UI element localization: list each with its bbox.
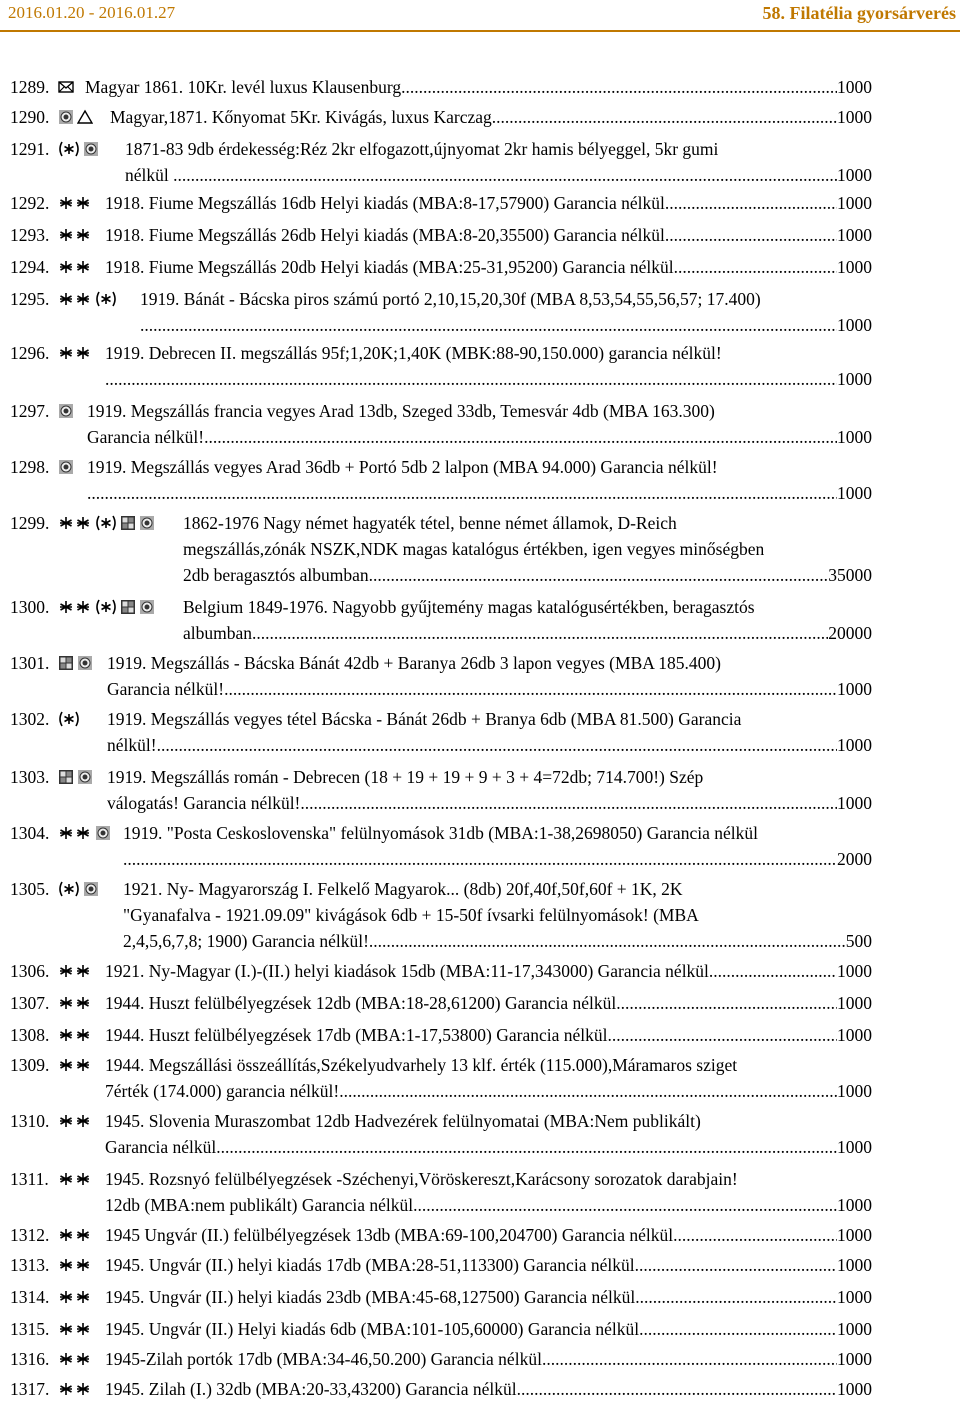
description-last-line [87,424,872,450]
description-last-line [140,312,872,338]
description-last-line [85,74,872,100]
description-line: 1862-1976 Nagy német hagyaték tétel, benne német államok, D-Reich [183,513,677,533]
lot-number: 1309. [10,1055,50,1075]
description-line: 2,4,5,6,7,8; 1900) Garancia nélkül! [123,931,369,951]
description-line: Garancia nélkül [105,1137,217,1157]
condition-icons [58,140,99,158]
mint-never-hinged-icon [58,259,92,275]
condition-icons [58,768,93,786]
description-line: 1921. Ny- Magyarország I. Felkelő Magyarok... (8db) 20f,40f,50f,60f + 1K, 2K [123,879,683,899]
starting-price: 1000 [837,1081,872,1101]
description-line: nélkül . [125,165,178,185]
description-line: 1919. Megszállás francia vegyes Arad 13db, Szeged 33db, Temesvár 4db (MBA 163.300) [87,401,715,421]
description-last-line [105,1022,872,1048]
starting-price: 1000 [837,483,872,503]
lot-number: 1292. [10,193,50,213]
hinged-stamp-icon [95,515,117,531]
mint-never-hinged-icon [58,1027,92,1043]
dot-leader [136,366,837,392]
condition-icons [58,1380,92,1398]
lot-description [105,340,872,392]
page-header [0,0,960,28]
dot-leader [157,732,837,758]
lot-number: 1308. [10,1025,50,1045]
description-line: 1919. Megszállás román - Debrecen (18 + 19 + 19 + 9 + 3 + 4=72db; 714.700!) Szép [107,767,704,787]
mint-never-hinged-icon [58,291,92,307]
lot-description [105,190,872,216]
description-line: 1945. Ungvár (II.) Helyi kiadás 6db (MBA:101-105,60000) Garancia nélkül [105,1319,640,1339]
dot-leader [635,1252,837,1278]
description-last-line [105,958,872,984]
description-line: 1919. Bánát - Bácska piros számú portó 2,10,15,20,30f (MBA 8,53,54,55,56,57; 17.400) [140,289,761,309]
condition-icons [58,1320,92,1338]
used-stamp-icon [77,655,93,671]
description-line: ....... [87,483,118,503]
starting-price: 1000 [837,1349,872,1369]
used-stamp-icon [58,403,74,419]
date-range: 2016.01.20 - 2016.01.27 [8,3,176,22]
lot-description [123,820,872,872]
dot-leader [252,620,828,646]
description-last-line [123,846,872,872]
mint-never-hinged-icon [58,599,92,615]
description-line: 1921. Ny-Magyar (I.)-(II.) helyi kiadások 15db (MBA:11-17,343000) Garancia nélkül [105,961,709,981]
used-stamp-icon [83,881,99,897]
hinged-stamp-icon [95,599,117,615]
description-line: 7érték (174.000) garancia nélkül! [105,1081,340,1101]
dot-leader [300,790,837,816]
mint-never-hinged-icon [58,1257,92,1273]
starting-price: 1000 [837,1137,872,1157]
description-line: 1945. Slovenia Muraszombat 12db Hadvezérek felülnyomatai (MBA:Nem publikált) [105,1111,701,1131]
cut-triangle-icon [77,109,93,125]
starting-price: 1000 [837,77,872,97]
starting-price: 1000 [837,107,872,127]
used-stamp-icon [58,109,74,125]
used-stamp-icon [83,141,99,157]
mint-never-hinged-icon [58,825,92,841]
lot-description [105,222,872,248]
mint-never-hinged-icon [58,1227,92,1243]
lot-number: 1297. [10,401,50,421]
condition-icons [58,1350,92,1368]
starting-price: 1000 [837,427,872,447]
condition-icons [58,1256,92,1274]
lot-description [183,594,872,646]
dot-leader [369,562,829,588]
dot-leader [635,1284,837,1310]
description-line: 12db (MBA:nem publikált) Garancia nélkül [105,1195,414,1215]
lot-description [105,1316,872,1342]
description-line: 1944. Huszt felülbélyegzések 17db (MBA:1-17,53800) Garancia nélkül [105,1025,608,1045]
lot-description [85,74,872,100]
description-last-line [105,366,872,392]
description-line: 1919. "Posta Ceskoslovenska" felülnyomások 31db (MBA:1-38,2698050) Garancia nélkül [123,823,758,843]
description-last-line [87,480,872,506]
lot-number: 1314. [10,1287,50,1307]
lot-description [105,1108,872,1160]
condition-icons [58,344,92,362]
starting-price: 1000 [837,257,872,277]
description-last-line [107,732,872,758]
starting-price: 1000 [837,1195,872,1215]
hinged-stamp-icon [58,141,80,157]
dot-leader [616,990,837,1016]
lot-description [107,764,872,816]
starting-price: 1000 [837,993,872,1013]
block-icon [120,515,136,531]
mint-never-hinged-icon [58,515,92,531]
dot-leader [369,928,846,954]
condition-icons [58,514,155,532]
dot-leader [413,1192,837,1218]
mint-never-hinged-icon [58,1351,92,1367]
condition-icons [58,710,80,728]
description-line: 1918. Fiume Megszállás 16db Helyi kiadás (MBA:8-17,57900) Garancia nélkül [105,193,665,213]
lot-description [87,398,872,450]
lot-number: 1301. [10,653,50,673]
block-icon [58,769,74,785]
block-icon [120,599,136,615]
dot-leader [216,1134,837,1160]
dot-leader [204,424,837,450]
description-line: 2db beragasztós albumban [183,565,369,585]
starting-price: 1000 [837,1255,872,1275]
condition-icons [58,962,92,980]
lot-description [105,1052,872,1104]
lot-description [107,706,872,758]
starting-price: 1000 [837,165,872,185]
description-line: 1945. Zilah (I.) 32db (MBA:20-33,43200) Garancia nélkül [105,1379,517,1399]
description-last-line [125,162,872,188]
starting-price: 1000 [837,961,872,981]
mint-never-hinged-icon [58,1113,92,1129]
lot-description [183,510,872,588]
description-line: Belgium 1849-1976. Nagyobb gyűjtemény magas katalógusértékben, beragasztós [183,597,755,617]
starting-price: 1000 [837,1225,872,1245]
description-line: 1919. Megszállás vegyes tétel Bácska - Bánát 26db + Branya 6db (MBA 81.500) Garancia [107,709,742,729]
hinged-stamp-icon [58,881,80,897]
lot-description [87,454,872,506]
condition-icons [58,654,93,672]
starting-price: 1000 [837,679,872,699]
description-last-line [123,928,872,954]
description-line: Garancia nélkül! [87,427,205,447]
lot-number: 1307. [10,993,50,1013]
lot-description [107,650,872,702]
starting-price: 1000 [837,193,872,213]
description-last-line [105,1252,872,1278]
lot-number: 1300. [10,597,50,617]
mint-never-hinged-icon [58,1289,92,1305]
lot-number: 1312. [10,1225,50,1245]
starting-price: 1000 [837,369,872,389]
lot-description [105,1022,872,1048]
description-line: nélkül! [107,735,157,755]
header-divider [0,30,960,32]
lot-number: 1316. [10,1349,50,1369]
lot-number: 1290. [10,107,50,127]
lot-description [140,286,872,338]
lot-description [105,990,872,1016]
condition-icons [58,1112,92,1130]
lot-number: 1298. [10,457,50,477]
lot-number: 1313. [10,1255,50,1275]
condition-icons [58,290,117,308]
lot-description [105,1166,872,1218]
description-line: 1919. Megszállás vegyes Arad 36db + Portó 5db 2 lalpon (MBA 94.000) Garancia nélkül! [87,457,718,477]
condition-icons [58,1170,92,1188]
description-line: válogatás! Garancia nélkül! [107,793,301,813]
description-last-line [107,790,872,816]
lot-number: 1294. [10,257,50,277]
starting-price: 1000 [837,315,872,335]
envelope-icon [58,79,74,95]
condition-icons [58,108,93,126]
lot-number: 1296. [10,343,50,363]
hinged-stamp-icon [95,291,117,307]
dot-leader [492,104,837,130]
description-last-line [105,254,872,280]
description-line: ....... [105,369,136,389]
lot-number: 1304. [10,823,50,843]
description-last-line [110,104,872,130]
description-line: 1945. Ungvár (II.) helyi kiadás 23db (MBA:45-68,127500) Garancia nélkül [105,1287,636,1307]
condition-icons [58,1056,92,1074]
starting-price: 20000 [828,623,872,643]
description-last-line [105,1222,872,1248]
condition-icons [58,1226,92,1244]
condition-icons [58,994,92,1012]
description-line: 1945. Rozsnyó felülbélyegzések -Széchenyi,Vöröskereszt,Karácsony sorozatok darabjain! [105,1169,738,1189]
lot-number: 1315. [10,1319,50,1339]
description-line: 1919. Megszállás - Bácska Bánát 42db + Baranya 26db 3 lapon vegyes (MBA 185.400) [107,653,721,673]
description-line: Garancia nélkül! [107,679,225,699]
mint-never-hinged-icon [58,195,92,211]
hinged-stamp-icon [58,711,80,727]
condition-icons [58,824,111,842]
condition-icons [58,598,155,616]
dot-leader [639,1316,837,1342]
description-line: "Gyanafalva - 1921.09.09" kivágások 6db + 15-50f ívsarki felülnyomások! (MBA [123,905,699,925]
lot-description [123,876,872,954]
description-line: 1945. Ungvár (II.) helyi kiadás 17db (MBA:28-51,113300) Garancia nélkül [105,1255,635,1275]
lot-number: 1306. [10,961,50,981]
condition-icons [58,880,99,898]
lot-description [110,104,872,130]
description-line: . [123,849,128,869]
description-line: Magyar 1861. 10Kr. levél luxus Klausenburg [85,77,402,97]
dot-leader [401,74,837,100]
auction-title: 58. Filatélia gyorsárverés [762,3,956,23]
condition-icons [58,78,74,96]
lot-number: 1302. [10,709,50,729]
lot-description [105,1284,872,1310]
lot-number: 1299. [10,513,50,533]
description-last-line [105,1078,872,1104]
starting-price: 2000 [837,849,872,869]
lot-number: 1293. [10,225,50,245]
condition-icons [58,194,92,212]
dot-leader [673,1222,837,1248]
description-line: albumban [183,623,253,643]
lot-description [105,1376,872,1402]
dot-leader [127,846,837,872]
mint-never-hinged-icon [58,1381,92,1397]
dot-leader [517,1376,837,1402]
description-line: 1944. Huszt felülbélyegzések 12db (MBA:18-28,61200) Garancia nélkül [105,993,617,1013]
lot-number: 1303. [10,767,50,787]
starting-price: 35000 [828,565,872,585]
condition-icons [58,1026,92,1044]
lot-number: 1291. [10,139,50,159]
condition-icons [58,258,92,276]
description-line: megszállás,zónák NSZK,NDK magas katalógus értékben, igen vegyes minőségben [183,539,765,559]
description-last-line [183,562,872,588]
description-last-line [105,1192,872,1218]
dot-leader [178,162,838,188]
description-last-line [105,1376,872,1402]
mint-never-hinged-icon [58,1057,92,1073]
starting-price: 1000 [837,225,872,245]
dot-leader [144,312,837,338]
lot-number: 1310. [10,1111,50,1131]
description-line: 1945-Zilah portók 17db (MBA:34-46,50.200) Garancia nélkül [105,1349,542,1369]
dot-leader [674,254,837,280]
used-stamp-icon [95,825,111,841]
dot-leader [224,676,837,702]
used-stamp-icon [77,769,93,785]
description-last-line [105,1284,872,1310]
starting-price: 1000 [837,1025,872,1045]
dot-leader [542,1346,837,1372]
condition-icons [58,226,92,244]
mint-never-hinged-icon [58,345,92,361]
description-line: 1918. Fiume Megszállás 20db Helyi kiadás (MBA:25-31,95200) Garancia nélkül [105,257,674,277]
dot-leader [339,1078,837,1104]
mint-never-hinged-icon [58,1171,92,1187]
starting-price: 500 [845,931,872,951]
lot-description [125,136,872,188]
description-last-line [105,990,872,1016]
lot-description [105,958,872,984]
description-line: . [140,315,145,335]
starting-price: 1000 [837,1379,872,1399]
description-line: 1918. Fiume Megszállás 26db Helyi kiadás (MBA:8-20,35500) Garancia nélkül [105,225,665,245]
condition-icons [58,1288,92,1306]
description-last-line [105,1346,872,1372]
used-stamp-icon [139,599,155,615]
lot-description [105,1222,872,1248]
description-last-line [107,676,872,702]
starting-price: 1000 [837,1287,872,1307]
lot-number: 1289. [10,77,50,97]
lot-number: 1311. [10,1169,49,1189]
description-last-line [183,620,872,646]
description-line: 1919. Debrecen II. megszállás 95f;1,20K;1,40K (MBK:88-90,150.000) garancia nélkül! [105,343,722,363]
description-line: 1944. Megszállási összeállítás,Székelyudvarhely 13 klf. érték (115.000),Máramaros sziget [105,1055,738,1075]
block-icon [58,655,74,671]
starting-price: 1000 [837,1319,872,1339]
mint-never-hinged-icon [58,227,92,243]
dot-leader [709,958,837,984]
description-last-line [105,190,872,216]
mint-never-hinged-icon [58,995,92,1011]
lot-number: 1305. [10,879,50,899]
used-stamp-icon [58,459,74,475]
starting-price: 1000 [837,793,872,813]
dot-leader [608,1022,837,1048]
lot-number: 1295. [10,289,50,309]
description-last-line [105,222,872,248]
lot-description [105,1346,872,1372]
lot-description [105,1252,872,1278]
description-last-line [105,1134,872,1160]
description-line: Magyar,1871. Kőnyomat 5Kr. Kivágás, luxus Karczag [110,107,492,127]
used-stamp-icon [139,515,155,531]
lot-number: 1317. [10,1379,50,1399]
starting-price: 1000 [837,735,872,755]
condition-icons [58,402,74,420]
dot-leader [665,190,837,216]
description-line: 1871-83 9db érdekesség:Réz 2kr elfogazott,újnyomat 2kr hamis bélyeggel, 5kr gumi [125,139,719,159]
description-last-line [105,1316,872,1342]
mint-never-hinged-icon [58,1321,92,1337]
mint-never-hinged-icon [58,963,92,979]
condition-icons [58,458,74,476]
dot-leader [665,222,837,248]
description-line: 1945 Ungvár (II.) felülbélyegzések 13db (MBA:69-100,204700) Garancia nélkül [105,1225,674,1245]
lot-description [105,254,872,280]
dot-leader [118,480,837,506]
